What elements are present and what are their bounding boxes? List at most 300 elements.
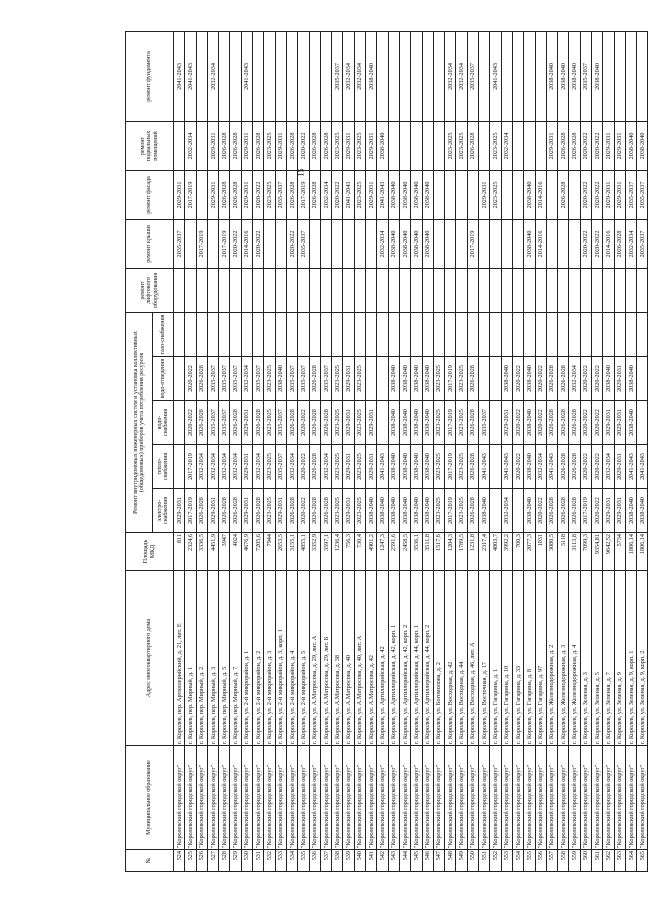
roof-cell: 2020-2022 xyxy=(230,219,241,268)
area-cell: 3352,9 xyxy=(309,533,320,571)
heat-cell: 2029-2031 xyxy=(343,445,354,489)
table-row xyxy=(377,31,388,871)
area-cell: 2077,3 xyxy=(524,533,535,571)
elevator-cell xyxy=(298,268,309,312)
municipality-cell: "Королевский городской округ" xyxy=(399,746,410,850)
water-supply-cell: 2038-2040 xyxy=(625,401,636,445)
water-supply-cell: 2029-2031 xyxy=(501,401,512,445)
foundation-cell xyxy=(377,31,388,121)
address-cell: г. Королев, ул. Железнодорожная, д. 2 xyxy=(546,571,557,746)
table-row xyxy=(230,31,241,871)
roof-cell: 2038-2040 xyxy=(388,219,399,268)
address-cell: г. Королев, ул. А.Матросова, д. 40, лит. А xyxy=(354,571,365,746)
header-gas: газо-снабжения xyxy=(153,312,174,356)
water-supply-cell: 2017-2019 xyxy=(445,401,456,445)
header-elevator: ремонт лифтового оборудования xyxy=(126,268,174,312)
row-number: 549 xyxy=(456,850,467,872)
water-disposal-cell xyxy=(174,357,185,401)
basement-cell xyxy=(422,121,433,170)
row-number: 550 xyxy=(467,850,478,872)
basement-cell: 2029-2031 xyxy=(207,121,218,170)
heat-cell: 2023-2025 xyxy=(354,445,365,489)
water-disposal-cell: 2023-2025 xyxy=(433,357,444,401)
electro-cell: 2029-2031 xyxy=(207,489,218,533)
address-cell: г. Королев, ул. А.Матросова, д. 29, лит. А xyxy=(309,571,320,746)
table-row xyxy=(535,31,546,871)
elevator-cell xyxy=(512,268,523,312)
elevator-cell xyxy=(388,268,399,312)
electro-cell: 2026-2028 xyxy=(546,489,557,533)
table-row xyxy=(366,31,377,871)
table-row xyxy=(241,31,252,871)
area-cell: 1031 xyxy=(535,533,546,571)
elevator-cell xyxy=(332,268,343,312)
area-cell: 700,3 xyxy=(512,533,523,571)
foundation-cell: 2041-2043 xyxy=(174,31,185,121)
heat-cell: 2038-2040 xyxy=(399,445,410,489)
heat-cell: 2029-2031 xyxy=(241,445,252,489)
water-disposal-cell: 2038-2040 xyxy=(501,357,512,401)
heat-cell: 2023-2025 xyxy=(433,445,444,489)
address-cell: г. Королев, ул. Восточная, д. 17 xyxy=(479,571,490,746)
gas-cell xyxy=(207,312,218,356)
address-cell: г. Королев, ул. 2-й микрорайон, д. 2 xyxy=(253,571,264,746)
water-disposal-cell: 2035-2037 xyxy=(320,357,331,401)
elevator-cell xyxy=(230,268,241,312)
water-disposal-cell: 2020-2022 xyxy=(512,357,523,401)
address-cell: г. Королев, ул. Артиллерийская, д. 42, корп. 1 xyxy=(388,571,399,746)
address-cell: г. Королев, ул. Гагарина, д. 33 xyxy=(512,571,523,746)
address-cell: г. Королев, пер. Мирный, д. 1 xyxy=(185,571,196,746)
foundation-cell: 2032-2034 xyxy=(207,31,218,121)
table-row xyxy=(411,31,422,871)
heat-cell: 2032-2034 xyxy=(253,445,264,489)
header-no: № xyxy=(126,850,174,872)
table-row xyxy=(467,31,478,871)
water-supply-cell: 2020-2022 xyxy=(591,401,602,445)
water-disposal-cell: 2035-2037 xyxy=(230,357,241,401)
heat-cell: 2041-2043 xyxy=(637,445,648,489)
municipality-cell: "Королевский городской округ" xyxy=(479,746,490,850)
basement-cell: 2026-2028 xyxy=(467,121,478,170)
electro-cell: 2026-2028 xyxy=(309,489,320,533)
table-row xyxy=(614,31,625,871)
facade-cell: 2029-2031 xyxy=(241,170,252,219)
basement-cell: 2026-2028 xyxy=(558,121,569,170)
row-number: 537 xyxy=(320,850,331,872)
row-number: 545 xyxy=(411,850,422,872)
municipality-cell: "Королевский городской округ" xyxy=(569,746,580,850)
foundation-cell xyxy=(230,31,241,121)
water-supply-cell: 2026-2028 xyxy=(467,401,478,445)
table-row xyxy=(196,31,207,871)
municipality-cell: "Королевский городской округ" xyxy=(219,746,230,850)
elevator-cell xyxy=(185,268,196,312)
address-cell: г. Королев, ул. 2-й микрорайон, д. 4 xyxy=(286,571,297,746)
row-number: 562 xyxy=(603,850,614,872)
foundation-cell: 2041-2043 xyxy=(185,31,196,121)
municipality-cell: "Королевский городской округ" xyxy=(467,746,478,850)
gas-cell xyxy=(625,312,636,356)
electro-cell: 2038-2040 xyxy=(411,489,422,533)
water-supply-cell: 2029-2031 xyxy=(603,401,614,445)
heat-cell: 2041-2043 xyxy=(546,445,557,489)
area-cell: 1247,3 xyxy=(377,533,388,571)
electro-cell: 2026-2028 xyxy=(320,489,331,533)
electro-cell: 2026-2028 xyxy=(253,489,264,533)
foundation-cell: 2032-2034 xyxy=(343,31,354,121)
address-cell: г. Королев, ул. Железнодорожная, д. 3 xyxy=(558,571,569,746)
electro-cell: 2023-2025 xyxy=(264,489,275,533)
basement-cell: 2020-2022 xyxy=(298,121,309,170)
basement-cell: 2023-2025 xyxy=(490,121,501,170)
elevator-cell xyxy=(467,268,478,312)
foundation-cell: 2035-2037 xyxy=(332,31,343,121)
foundation-cell: 2041-2043 xyxy=(490,31,501,121)
electro-cell: 2023-2025 xyxy=(433,489,444,533)
gas-cell xyxy=(569,312,580,356)
facade-cell: 2023-2025 xyxy=(490,170,501,219)
foundation-cell: 2038-2040 xyxy=(366,31,377,121)
address-cell: г. Королев, ул. А.Матросова, д. 40 xyxy=(343,571,354,746)
roof-cell: 2038-2040 xyxy=(399,219,410,268)
foundation-cell xyxy=(603,31,614,121)
roof-cell xyxy=(185,219,196,268)
roof-cell: 2032-2034 xyxy=(377,219,388,268)
electro-cell: 2038-2040 xyxy=(422,489,433,533)
water-disposal-cell: 2035-2037 xyxy=(219,357,230,401)
row-number: 533 xyxy=(275,850,286,872)
basement-cell: 2026-2028 xyxy=(320,121,331,170)
address-cell: г. Королев, ул. Зеленая, д. 9, корп. 2 xyxy=(637,571,648,746)
heat-cell: 2032-2034 xyxy=(207,445,218,489)
gas-cell xyxy=(501,312,512,356)
table-row xyxy=(185,31,196,871)
row-number: 531 xyxy=(253,850,264,872)
gas-cell xyxy=(637,312,648,356)
address-cell: г. Королев, ул. Артиллерийская, д. 42, корп. 2 xyxy=(399,571,410,746)
electro-cell: 2023-2025 xyxy=(456,489,467,533)
facade-cell: 2029-2031 xyxy=(603,170,614,219)
municipality-cell: "Королевский городской округ" xyxy=(286,746,297,850)
municipality-cell: "Королевский городской округ" xyxy=(264,746,275,850)
facade-cell xyxy=(501,170,512,219)
water-supply-cell xyxy=(174,401,185,445)
elevator-cell xyxy=(207,268,218,312)
foundation-cell: 2035-2037 xyxy=(580,31,591,121)
heat-cell: 2026-2028 xyxy=(467,445,478,489)
header-water-supply: водо-снабжения xyxy=(153,401,174,445)
foundation-cell xyxy=(637,31,648,121)
basement-cell: 2038-2040 xyxy=(377,121,388,170)
foundation-cell xyxy=(399,31,410,121)
water-supply-cell xyxy=(490,401,501,445)
elevator-cell xyxy=(411,268,422,312)
water-disposal-cell: 2035-2037 xyxy=(298,357,309,401)
header-systems-group: Ремонт внутридомовых инженерных систем и установка коллективных (общедомовых) приборов учета потребления ресурсов xyxy=(126,312,153,532)
water-disposal-cell: 2023-2025 xyxy=(354,357,365,401)
foundation-cell xyxy=(264,31,275,121)
roof-cell: 2017-2019 xyxy=(196,219,207,268)
municipality-cell: "Королевский городской округ" xyxy=(591,746,602,850)
roof-cell xyxy=(366,219,377,268)
area-cell: 811 xyxy=(174,533,185,571)
row-number: 527 xyxy=(207,850,218,872)
address-cell: г. Королев, ул. 2-й микрорайон, д. 5 xyxy=(298,571,309,746)
electro-cell: 2038-2040 xyxy=(524,489,535,533)
roof-cell xyxy=(433,219,444,268)
gas-cell xyxy=(196,312,207,356)
water-supply-cell: 2026-2028 xyxy=(196,401,207,445)
electro-cell: 2038-2040 xyxy=(479,489,490,533)
row-number: 532 xyxy=(264,850,275,872)
table-row xyxy=(580,31,591,871)
heat-cell: 2032-2034 xyxy=(219,445,230,489)
basement-cell xyxy=(388,121,399,170)
foundation-cell xyxy=(275,31,286,121)
electro-cell: 2038-2040 xyxy=(366,489,377,533)
row-number: 552 xyxy=(490,850,501,872)
facade-cell xyxy=(467,170,478,219)
elevator-cell xyxy=(343,268,354,312)
municipality-cell: "Королевский городской округ" xyxy=(230,746,241,850)
table-header xyxy=(126,31,174,871)
roof-cell xyxy=(264,219,275,268)
facade-cell: 2020-2022 xyxy=(591,170,602,219)
electro-cell: 2038-2040 xyxy=(625,489,636,533)
heat-cell xyxy=(174,445,185,489)
elevator-cell xyxy=(501,268,512,312)
foundation-cell xyxy=(253,31,264,121)
facade-cell: 2038-2040 xyxy=(388,170,399,219)
water-supply-cell: 2026-2028 xyxy=(309,401,320,445)
row-number: 543 xyxy=(388,850,399,872)
roof-cell xyxy=(546,219,557,268)
facade-cell: 2014-2016 xyxy=(535,170,546,219)
table-row xyxy=(569,31,580,871)
facade-cell xyxy=(196,170,207,219)
facade-cell: 2026-2028 xyxy=(558,170,569,219)
elevator-cell xyxy=(377,268,388,312)
address-cell: г. Королев, ул. Артиллерийская, д. 44, корп. 2 xyxy=(422,571,433,746)
electro-cell xyxy=(512,489,523,533)
municipality-cell: "Королевский городской округ" xyxy=(535,746,546,850)
electro-cell: 2026-2028 xyxy=(569,489,580,533)
basement-cell: 2023-2025 xyxy=(264,121,275,170)
municipality-cell: "Королевский городской округ" xyxy=(490,746,501,850)
row-number: 565 xyxy=(637,850,648,872)
area-cell: 9354,81 xyxy=(591,533,602,571)
municipality-cell: "Королевский городской округ" xyxy=(354,746,365,850)
roof-cell: 2038-2040 xyxy=(422,219,433,268)
facade-cell: 2017-2019 xyxy=(298,170,309,219)
gas-cell xyxy=(298,312,309,356)
water-supply-cell: 2023-2025 xyxy=(433,401,444,445)
municipality-cell: "Королевский городской округ" xyxy=(343,746,354,850)
heat-cell: 2017-2019 xyxy=(445,445,456,489)
electro-cell: 2017-2019 xyxy=(185,489,196,533)
municipality-cell: "Королевский городской округ" xyxy=(275,746,286,850)
gas-cell xyxy=(535,312,546,356)
roof-cell xyxy=(207,219,218,268)
heat-cell: 2041-2043 xyxy=(625,445,636,489)
area-cell: 2653,5 xyxy=(275,533,286,571)
elevator-cell xyxy=(569,268,580,312)
elevator-cell xyxy=(253,268,264,312)
basement-cell: 2026-2028 xyxy=(569,121,580,170)
address-cell: г. Королев, ул. Восходная, д. 42 xyxy=(445,571,456,746)
address-cell: г. Королев, ул. А.Матросова, д. 42 xyxy=(366,571,377,746)
row-number: 524 xyxy=(174,850,185,872)
facade-cell: 2029-2031 xyxy=(479,170,490,219)
basement-cell: 2029-2031 xyxy=(614,121,625,170)
water-supply-cell: 2020-2022 xyxy=(512,401,523,445)
water-supply-cell xyxy=(637,401,648,445)
electro-cell: 2023-2025 xyxy=(354,489,365,533)
table-row xyxy=(354,31,365,871)
gas-cell xyxy=(490,312,501,356)
foundation-cell xyxy=(411,31,422,121)
water-supply-cell: 2029-2031 xyxy=(343,401,354,445)
foundation-cell xyxy=(196,31,207,121)
electro-cell: 2029-2031 xyxy=(275,489,286,533)
basement-cell: 2032-2034 xyxy=(501,121,512,170)
gas-cell xyxy=(388,312,399,356)
facade-cell: 2038-2040 xyxy=(411,170,422,219)
water-disposal-cell: 2038-2040 xyxy=(411,357,422,401)
heat-cell: 2017-2019 xyxy=(185,445,196,489)
table-row xyxy=(388,31,399,871)
water-supply-cell: 2038-2040 xyxy=(388,401,399,445)
facade-cell: 2032-2034 xyxy=(320,170,331,219)
foundation-cell: 2035-2037 xyxy=(467,31,478,121)
basement-cell: 2023-2025 xyxy=(445,121,456,170)
gas-cell xyxy=(614,312,625,356)
area-cell: 1236,4 xyxy=(332,533,343,571)
header-municipality: Муниципальное образование xyxy=(126,746,174,850)
basement-cell: 2023-2025 xyxy=(332,121,343,170)
roof-cell xyxy=(569,219,580,268)
municipality-cell: "Королевский городской округ" xyxy=(546,746,557,850)
water-disposal-cell: 2026-2028 xyxy=(558,357,569,401)
basement-cell: 2026-2028 xyxy=(219,121,230,170)
row-number: 539 xyxy=(343,850,354,872)
water-supply-cell: 2035-2037 xyxy=(275,401,286,445)
foundation-cell: 2038-2040 xyxy=(569,31,580,121)
water-supply-cell: 2026-2028 xyxy=(569,401,580,445)
municipality-cell: "Королевский городской округ" xyxy=(366,746,377,850)
foundation-cell: 2038-2040 xyxy=(558,31,569,121)
address-cell: г. Королев, ул. Зеленая, д. 9, корп. 1 xyxy=(625,571,636,746)
facade-cell: 2029-2031 xyxy=(614,170,625,219)
electro-cell: 2029-2031 xyxy=(343,489,354,533)
water-disposal-cell xyxy=(366,357,377,401)
gas-cell xyxy=(185,312,196,356)
table-row xyxy=(219,31,230,871)
municipality-cell: "Королевский городской округ" xyxy=(580,746,591,850)
water-supply-cell: 2020-2022 xyxy=(185,401,196,445)
heat-cell: 2023-2025 xyxy=(456,445,467,489)
water-disposal-cell xyxy=(490,357,501,401)
municipality-cell: "Королевский городской округ" xyxy=(637,746,648,850)
table-row xyxy=(603,31,614,871)
address-cell: г. Королев, ул. 2-й микрорайон, д. 3 xyxy=(264,571,275,746)
foundation-cell xyxy=(512,31,523,121)
foundation-cell xyxy=(625,31,636,121)
elevator-cell xyxy=(354,268,365,312)
water-disposal-cell: 2023-2025 xyxy=(264,357,275,401)
gas-cell xyxy=(591,312,602,356)
basement-cell xyxy=(433,121,444,170)
electro-cell: 2029-2031 xyxy=(174,489,185,533)
address-cell: г. Королев, пер. Артиллерийский, д. 21, лит. Е xyxy=(174,571,185,746)
basement-cell: 2029-2031 xyxy=(603,121,614,170)
elevator-cell xyxy=(399,268,410,312)
municipality-cell: "Королевский городской округ" xyxy=(433,746,444,850)
elevator-cell xyxy=(490,268,501,312)
facade-cell xyxy=(546,170,557,219)
facade-cell: 2038-2040 xyxy=(524,170,535,219)
area-cell: 2591,6 xyxy=(388,533,399,571)
electro-cell: 2038-2040 xyxy=(399,489,410,533)
water-supply-cell: 2035-2037 xyxy=(219,401,230,445)
water-disposal-cell: 2029-2031 xyxy=(343,357,354,401)
roof-cell: 2020-2022 xyxy=(591,219,602,268)
row-number: 560 xyxy=(580,850,591,872)
water-supply-cell: 2038-2040 xyxy=(411,401,422,445)
facade-cell xyxy=(433,170,444,219)
municipality-cell: "Королевский городской округ" xyxy=(411,746,422,850)
roof-cell: 2038-2040 xyxy=(524,219,535,268)
facade-cell: 2035-2037 xyxy=(275,170,286,219)
address-cell: г. Королев, ул. Железнодорожная, д. 4 xyxy=(569,571,580,746)
area-cell: 4855,1 xyxy=(298,533,309,571)
row-number: 542 xyxy=(377,850,388,872)
heat-cell: 2026-2028 xyxy=(309,445,320,489)
municipality-cell: "Королевский городской округ" xyxy=(603,746,614,850)
gas-cell xyxy=(320,312,331,356)
header-address: Адрес многоквартирного дома xyxy=(126,571,174,746)
municipality-cell: "Королевский городской округ" xyxy=(185,746,196,850)
heat-cell: 2029-2031 xyxy=(614,445,625,489)
area-cell: 4451,9 xyxy=(207,533,218,571)
facade-cell: 2041-2043 xyxy=(343,170,354,219)
row-number: 544 xyxy=(399,850,410,872)
roof-cell: 2020-2022 xyxy=(286,219,297,268)
row-number: 541 xyxy=(366,850,377,872)
water-disposal-cell: 2035-2037 xyxy=(253,357,264,401)
foundation-cell xyxy=(501,31,512,121)
foundation-cell xyxy=(535,31,546,121)
basement-cell: 2029-2031 xyxy=(366,121,377,170)
electro-cell: 2029-2031 xyxy=(614,489,625,533)
roof-cell: 2035-2037 xyxy=(174,219,185,268)
row-number: 526 xyxy=(196,850,207,872)
foundation-cell xyxy=(614,31,625,121)
electro-cell: 2026-2028 xyxy=(219,489,230,533)
water-disposal-cell: 2038-2040 xyxy=(625,357,636,401)
address-cell: г. Королев, ул. А.Матросова, д. 29, лит. Б xyxy=(320,571,331,746)
basement-cell: 2029-2031 xyxy=(343,121,354,170)
water-disposal-cell: 2020-2022 xyxy=(580,357,591,401)
gas-cell xyxy=(286,312,297,356)
facade-cell: 2038-2040 xyxy=(422,170,433,219)
heat-cell: 2026-2028 xyxy=(558,445,569,489)
area-cell: 1204,3 xyxy=(445,533,456,571)
elevator-cell xyxy=(591,268,602,312)
water-disposal-cell: 2020-2022 xyxy=(591,357,602,401)
roof-cell: 2032-2034 xyxy=(625,219,636,268)
